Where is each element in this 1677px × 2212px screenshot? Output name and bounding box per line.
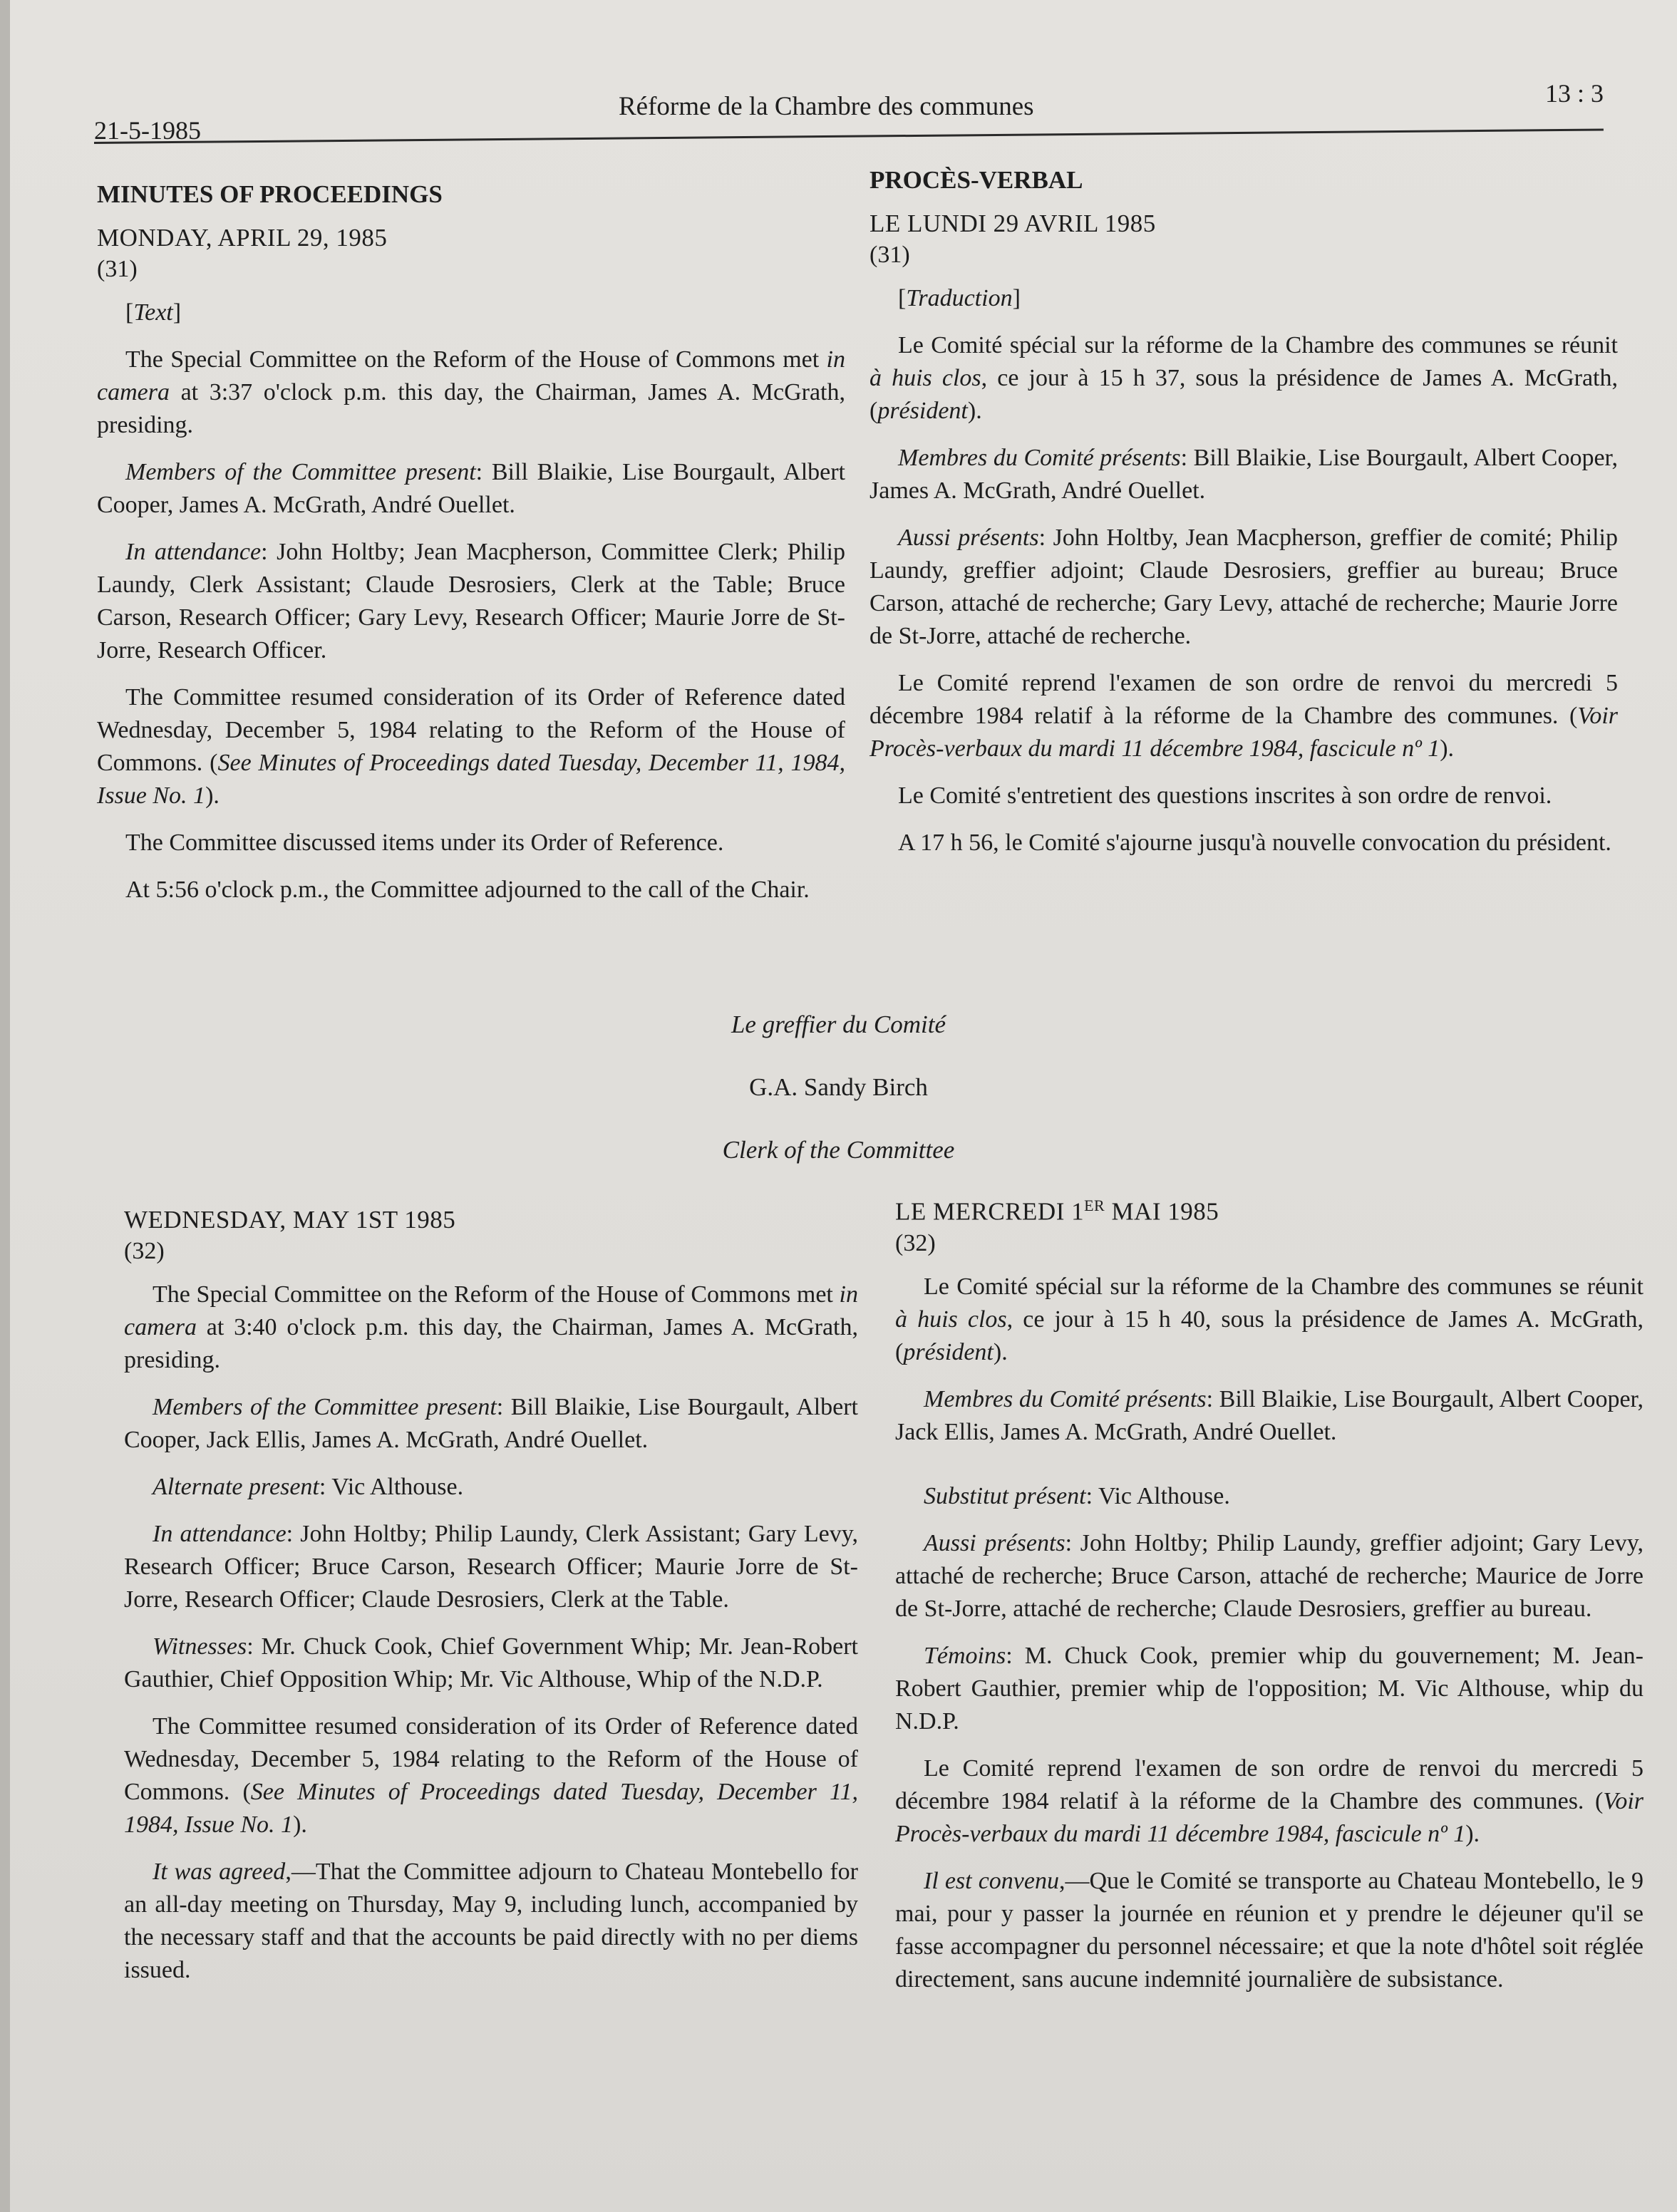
paragraph: Le Comité spécial sur la réforme de la Chambre des communes se réunit à huis clos, ce jour à 15 h 37, sous la présidence de James A. McGrath, (président). bbox=[870, 332, 1618, 424]
header-title: Réforme de la Chambre des communes bbox=[619, 92, 1034, 121]
paragraph: At 5:56 o'clock p.m., the Committee adjourned to the call of the Chair. bbox=[125, 877, 810, 903]
paragraph: Le Comité reprend l'examen de son ordre de renvoi du mercredi 5 décembre 1984 relatif à la réforme de la Chambre des communes. (Voir Procès-verbaux du mardi 11 décembre 1984, fascicule nº 1). bbox=[895, 1754, 1644, 1847]
paragraph: Il est convenu,—Que le Comité se transporte au Chateau Montebello, le 9 mai, pour y passer la journée en réunion et y prendre le déjeuner qu'il se fasse accompagner du personnel nécessaire; et que la note d'hôtel soit réglée directement, sans aucune indemnité journalière de subsistance. bbox=[895, 1867, 1644, 1993]
paragraph: Membres du Comité présents: Bill Blaikie, Lise Bourgault, Albert Cooper, James A. McGrath, André Ouellet. bbox=[870, 445, 1619, 504]
meeting-number: (32) bbox=[895, 1229, 936, 1256]
paragraph: Témoins: M. Chuck Cook, premier whip du gouvernement; M. Jean-Robert Gauthier, premier whip de l'opposition; M. Vic Althouse, whip du N.D.P. bbox=[895, 1642, 1644, 1735]
paragraph: Substitut présent: Vic Althouse. bbox=[924, 1482, 1230, 1509]
paragraph: Le Comité reprend l'examen de son ordre de renvoi du mercredi 5 décembre 1984 relatif à la réforme de la Chambre des communes. (Voir Procès-verbaux du mardi 11 décembre 1984, fascicule nº 1). bbox=[870, 670, 1618, 762]
paragraph: Aussi présents: John Holtby, Jean Macpherson, greffier de comité; Philip Laundy, greffier adjoint; Claude Desrosiers, greffier au bureau; Bruce Carson, attaché de recherche; Gary Levy, attaché de recherche; Maurie Jorre de St-Jorre, attaché de recherche. bbox=[870, 524, 1619, 649]
text-tag: [Traduction] bbox=[898, 285, 1021, 311]
paragraph: The Committee resumed consideration of its Order of Reference dated Wednesday, December 5, 1984 relating to the Reform of the House of Commons. (See Minutes of Proceedings dated Tuesday, December 11, 1984, Issue No. 1). bbox=[124, 1713, 859, 1838]
clerk-name: G.A. Sandy Birch bbox=[749, 1073, 928, 1101]
right-column-april bbox=[870, 164, 1618, 874]
paragraph: Members of the Committee present: Bill Blaikie, Lise Bourgault, Albert Cooper, James A. McGrath, André Ouellet. bbox=[97, 459, 845, 518]
paragraph: Alternate present: Vic Althouse. bbox=[153, 1474, 464, 1500]
header-date: 21-5-1985 bbox=[94, 116, 201, 145]
paragraph: The Committee discussed items under its Order of Reference. bbox=[125, 830, 724, 856]
paragraph: Le Comité spécial sur la réforme de la Chambre des communes se réunit à huis clos, ce jour à 15 h 40, sous la présidence de James A. McGrath, (président). bbox=[895, 1273, 1644, 1365]
meeting-date: WEDNESDAY, MAY 1ST 1985 bbox=[124, 1206, 456, 1234]
meeting-date: LE LUNDI 29 AVRIL 1985 bbox=[870, 210, 1156, 237]
paragraph: The Special Committee on the Reform of the House of Commons met in camera at 3:40 o'clock p.m. this day, the Chairman, James A. McGrath, presiding. bbox=[124, 1281, 858, 1373]
binding-edge bbox=[0, 0, 10, 2212]
meeting-number: (32) bbox=[124, 1238, 165, 1264]
paragraph: Aussi présents: John Holtby; Philip Laundy, greffier adjoint; Gary Levy, attaché de recherche; Bruce Carson, attaché de recherche; Maurice de Jorre de St-Jorre, attaché de recherche; Claude Desrosiers, greffier au bureau. bbox=[895, 1529, 1644, 1622]
section-heading: MINUTES OF PROCEEDINGS bbox=[97, 180, 443, 208]
page-number: 13 : 3 bbox=[1545, 79, 1604, 108]
paragraph: It was agreed,—That the Committee adjourn to Chateau Montebello for an all-day meeting on Thursday, May 9, including lunch, accompanied by the necessary staff and that the accounts be paid directly with no per diems issued. bbox=[124, 1859, 858, 1983]
meeting-number: (31) bbox=[870, 242, 910, 268]
section-heading: PROCÈS-VERBAL bbox=[870, 166, 1083, 194]
meeting-number: (31) bbox=[97, 256, 138, 282]
clerk-title-en: Clerk of the Committee bbox=[722, 1136, 955, 1164]
left-column-may bbox=[124, 1204, 858, 2001]
paragraph: Le Comité s'entretient des questions inscrites à son ordre de renvoi. bbox=[898, 782, 1552, 809]
header-rule bbox=[94, 129, 1604, 144]
paragraph: In attendance: John Holtby; Philip Laundy, Clerk Assistant; Gary Levy, Research Officer; Bruce Carson, Research Officer; Maurie Jorre de St-Jorre, Research Officer; Claude Desrosiers, Clerk at the Table. bbox=[124, 1521, 858, 1613]
left-column-april bbox=[97, 178, 845, 921]
text-tag: [Text] bbox=[125, 299, 182, 326]
right-column-may bbox=[895, 1190, 1644, 2010]
meeting-date: LE MERCREDI 1ER MAI 1985 bbox=[895, 1197, 1219, 1226]
meeting-date: MONDAY, APRIL 29, 1985 bbox=[97, 224, 388, 252]
paragraph: Membres du Comité présents: Bill Blaikie, Lise Bourgault, Albert Cooper, Jack Ellis, James A. McGrath, André Ouellet. bbox=[895, 1385, 1644, 1445]
paragraph: A 17 h 56, le Comité s'ajourne jusqu'à nouvelle convocation du président. bbox=[898, 830, 1611, 856]
paragraph: Members of the Committee present: Bill Blaikie, Lise Bourgault, Albert Cooper, Jack Ellis, James A. McGrath, André Ouellet. bbox=[124, 1394, 858, 1453]
clerk-title-fr: Le greffier du Comité bbox=[731, 1011, 946, 1038]
paragraph: The Committee resumed consideration of its Order of Reference dated Wednesday, December 5, 1984 relating to the Reform of the House of Commons. (See Minutes of Proceedings dated Tuesday, December 11, 1984, Issue No. 1). bbox=[97, 684, 845, 809]
paragraph: Witnesses: Mr. Chuck Cook, Chief Government Whip; Mr. Jean-Robert Gauthier, Chief Opposition Whip; Mr. Vic Althouse, Whip of the N.D.P. bbox=[124, 1633, 858, 1692]
paragraph: The Special Committee on the Reform of the House of Commons met in camera at 3:37 o'clock p.m. this day, the Chairman, James A. McGrath, presiding. bbox=[97, 346, 845, 438]
paragraph: In attendance: John Holtby; Jean Macpherson, Committee Clerk; Philip Laundy, Clerk Assistant; Claude Desrosiers, Clerk at the Table; Bruce Carson, Research Officer; Gary Levy, Research Officer; Maurie Jorre de St-Jorre, Research Officer. bbox=[97, 539, 845, 663]
